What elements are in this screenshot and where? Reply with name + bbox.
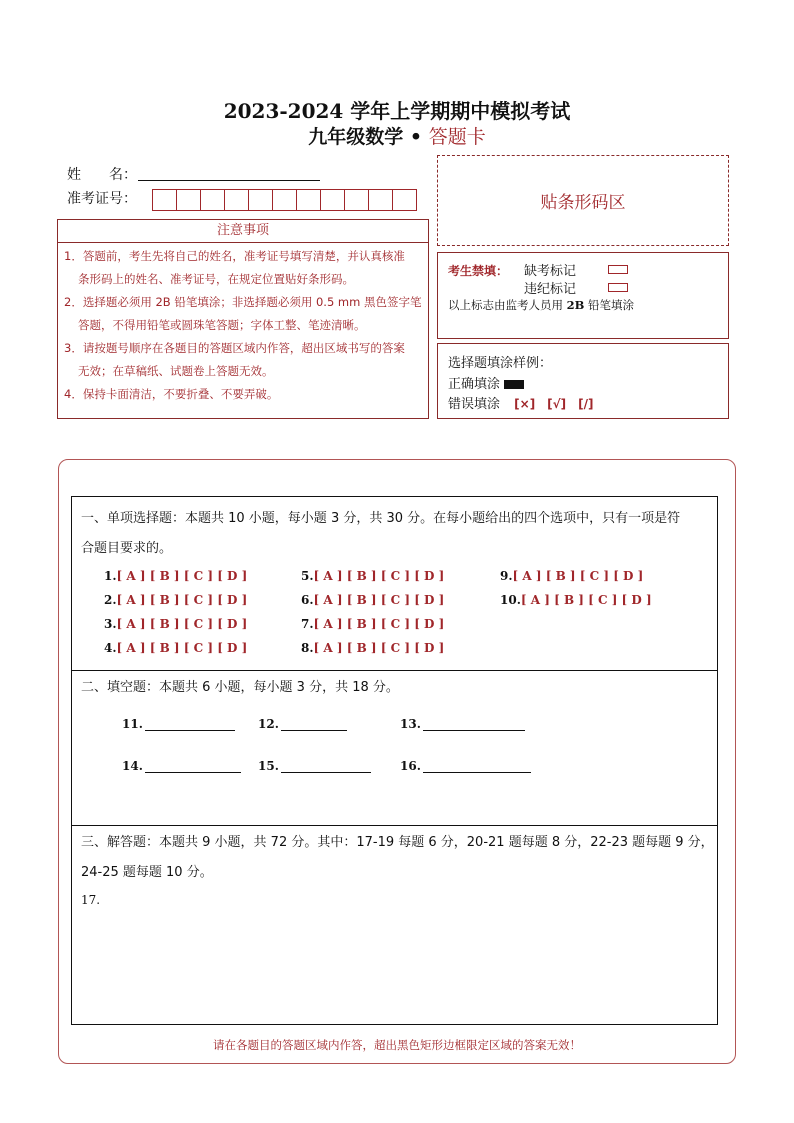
fill-sample-box	[437, 343, 729, 419]
prohibited-note	[448, 297, 634, 313]
blank-line[interactable]	[145, 716, 235, 731]
choice-question[interactable]	[301, 641, 444, 655]
exam-id-cell[interactable]	[320, 189, 345, 211]
notice-item: 条形码上的姓名、准考证号，在规定位置贴好条形码。	[78, 272, 354, 286]
exam-id-cell[interactable]	[224, 189, 249, 211]
page-title: 2023-2024 学年上学期期中模拟考试	[223, 99, 571, 123]
notice-item: 无效；在草稿纸、试题卷上答题无效。	[78, 364, 274, 378]
blank-line[interactable]	[281, 716, 347, 731]
question-number: 7.	[301, 617, 314, 631]
exam-id-cell[interactable]	[200, 189, 225, 211]
absent-mark-box[interactable]	[608, 265, 628, 274]
page-subtitle	[0, 122, 794, 149]
notice-item: 4．保持卡面清洁，不要折叠、不要弄破。	[64, 387, 279, 401]
exam-id-cell[interactable]	[272, 189, 297, 211]
sample-title: 选择题填涂样例：	[448, 356, 553, 371]
violation-mark-box[interactable]	[608, 283, 628, 292]
question-number: 2.	[104, 593, 117, 607]
section2-desc: 二、填空题：本题共 6 小题，每小题 3 分，共 18 分。	[81, 680, 399, 695]
blank-line[interactable]	[423, 716, 525, 731]
fill-blank[interactable]	[400, 716, 525, 731]
blank-number: 12.	[258, 717, 279, 731]
subtitle-separator: •	[403, 126, 423, 148]
choice-options[interactable]: [ A ] [ B ] [ C ] [ D ]	[116, 569, 248, 583]
footer-warning: 请在各题目的答题区域内作答，超出黑色矩形边框限定区域的答案无效！	[213, 1038, 581, 1052]
absent-mark-label: 缺考标记	[524, 264, 577, 279]
examiner-only-box	[437, 252, 729, 339]
exam-id-cell[interactable]	[344, 189, 369, 211]
notice-box	[57, 219, 429, 419]
blank-line[interactable]	[145, 758, 241, 773]
exam-id-label: 准考证号：	[67, 191, 137, 207]
blank-number: 14.	[122, 759, 143, 773]
question-number: 3.	[104, 617, 117, 631]
choice-options[interactable]: [ A ] [ B ] [ C ] [ D ]	[116, 641, 248, 655]
exam-id-boxes[interactable]	[153, 189, 417, 211]
violation-mark-label: 违纪标记	[524, 282, 577, 297]
choice-options[interactable]: [ A ] [ B ] [ C ] [ D ]	[512, 569, 644, 583]
exam-id-cell[interactable]	[392, 189, 417, 211]
question-number: 4.	[104, 641, 117, 655]
section-divider	[71, 825, 717, 826]
exam-id-cell[interactable]	[296, 189, 321, 211]
choice-question[interactable]	[301, 593, 444, 607]
blank-line[interactable]	[423, 758, 531, 773]
blank-line[interactable]	[281, 758, 371, 773]
section-divider	[71, 670, 717, 671]
choice-question[interactable]	[301, 617, 444, 631]
fill-blank[interactable]	[122, 758, 241, 773]
name-label: 姓 名：	[67, 167, 137, 183]
subtitle-subject: 九年级数学	[308, 126, 404, 148]
exam-id-cell[interactable]	[176, 189, 201, 211]
notice-title: 注意事项	[58, 220, 428, 243]
wrong-fill-label: 错误填涂	[448, 397, 501, 412]
question-number: 1.	[104, 569, 117, 583]
choice-question[interactable]	[104, 593, 247, 607]
note-text: 以上标志由监考人员用	[448, 298, 567, 312]
notice-item: 1．答题前，考生先将自己的姓名，准考证号填写清楚，并认真核准	[64, 249, 405, 263]
wrong-fill	[448, 393, 594, 412]
exam-id-cell[interactable]	[368, 189, 393, 211]
question-number: 10.	[500, 593, 521, 607]
choice-options[interactable]: [ A ] [ B ] [ C ] [ D ]	[313, 641, 445, 655]
question-number: 8.	[301, 641, 314, 655]
filled-mark-icon	[504, 380, 524, 389]
notice-item: 2．选择题必须用 2B 铅笔填涂；非选择题必须用 0.5 mm 黑色签字笔	[64, 295, 422, 309]
barcode-label: 贴条形码区	[540, 193, 626, 213]
choice-options[interactable]: [ A ] [ B ] [ C ] [ D ]	[313, 569, 445, 583]
choice-question[interactable]	[500, 569, 643, 583]
choice-question[interactable]	[301, 569, 444, 583]
fill-blank[interactable]	[400, 758, 531, 773]
choice-options[interactable]: [ A ] [ B ] [ C ] [ D ]	[116, 593, 248, 607]
note-pencil: 2B	[566, 298, 585, 312]
correct-fill	[448, 373, 524, 392]
blank-number: 11.	[122, 717, 143, 731]
exam-id-cell[interactable]	[152, 189, 177, 211]
subtitle-card: 答题卡	[428, 126, 486, 148]
choice-options[interactable]: [ A ] [ B ] [ C ] [ D ]	[520, 593, 652, 607]
correct-fill-label: 正确填涂	[448, 377, 501, 392]
choice-options[interactable]: [ A ] [ B ] [ C ] [ D ]	[313, 593, 445, 607]
question-17-answer-area[interactable]	[72, 910, 715, 1022]
question-number: 5.	[301, 569, 314, 583]
section1-desc-cont: 合题目要求的。	[81, 541, 173, 556]
blank-number: 13.	[400, 717, 421, 731]
note-text: 铅笔填涂	[584, 298, 635, 312]
section1-desc: 一、单项选择题：本题共 10 小题，每小题 3 分，共 30 分。在每小题给出的四个选项中，只有一项是符	[81, 511, 681, 526]
blank-number: 15.	[258, 759, 279, 773]
notice-item: 3．请按题号顺序在各题目的答题区域内作答，超出区域书写的答案	[64, 341, 405, 355]
fill-blank[interactable]	[258, 716, 347, 731]
section3-desc-cont: 24-25 题每题 10 分。	[81, 865, 213, 880]
wrong-fill-marks: [×] [√] [/]	[514, 397, 594, 411]
choice-question[interactable]	[104, 641, 247, 655]
choice-options[interactable]: [ A ] [ B ] [ C ] [ D ]	[313, 617, 445, 631]
choice-question[interactable]	[500, 593, 652, 607]
fill-blank[interactable]	[258, 758, 371, 773]
fill-blank[interactable]	[122, 716, 235, 731]
name-field[interactable]	[138, 180, 320, 181]
question-17-number: 17.	[81, 893, 101, 907]
choice-options[interactable]: [ A ] [ B ] [ C ] [ D ]	[116, 617, 248, 631]
notice-item: 答题，不得用铅笔或圆珠笔答题；字体工整、笔迹清晰。	[78, 318, 366, 332]
question-number: 6.	[301, 593, 314, 607]
exam-id-cell[interactable]	[248, 189, 273, 211]
blank-number: 16.	[400, 759, 421, 773]
choice-question[interactable]	[104, 569, 247, 583]
question-number: 9.	[500, 569, 513, 583]
prohibited-label: 考生禁填：	[448, 264, 509, 278]
section3-desc: 三、解答题：本题共 9 小题，共 72 分。其中：17-19 每题 6 分，20-21 题每题 8 分，22-23 题每题 9 分，	[81, 835, 714, 850]
barcode-area	[437, 155, 729, 246]
choice-question[interactable]	[104, 617, 247, 631]
notice-list	[58, 243, 428, 406]
